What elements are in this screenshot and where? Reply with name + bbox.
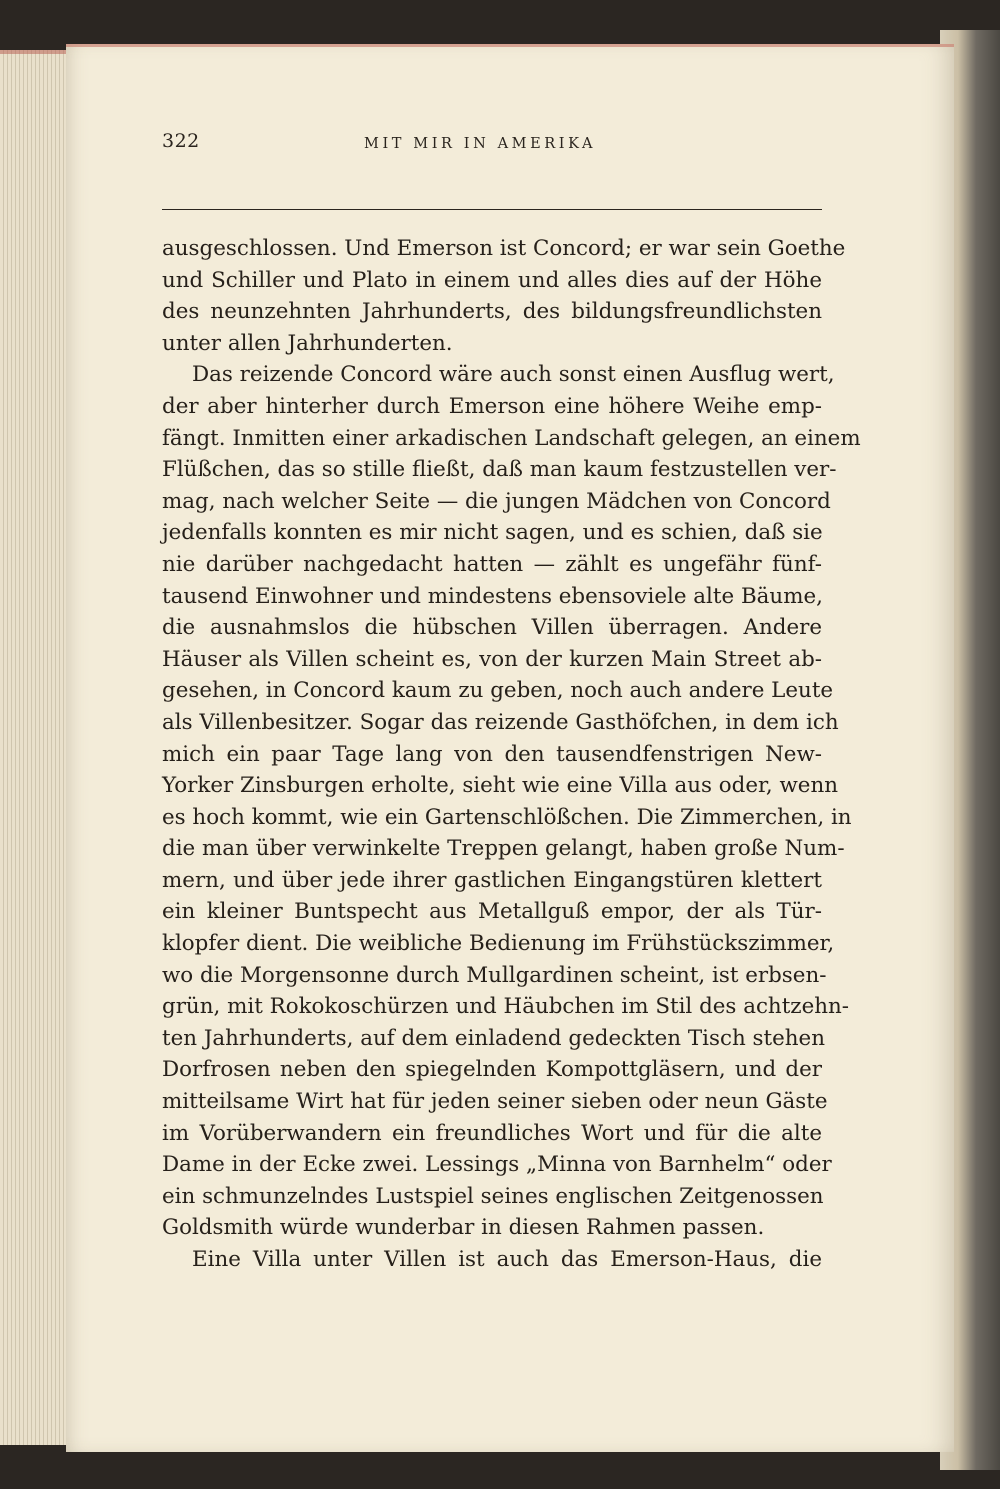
text-line: unter allen Jahrhunderten. — [162, 330, 453, 356]
text-line: mern, und über jede ihrer gastlichen Eingangstüren klettert — [162, 867, 822, 893]
text-line: Flüßchen, das so stille fließt, daß man kaum festzustellen ver- — [162, 457, 837, 483]
paragraph — [162, 1244, 822, 1276]
text-line: als Villenbesitzer. Sogar das reizende Gasthöfchen, in dem ich — [162, 709, 839, 735]
text-line: Häuser als Villen scheint es, von der kurzen Main Street ab- — [162, 646, 822, 672]
text-line: ein schmunzelndes Lustspiel seines englischen Zeitgenossen — [162, 1183, 824, 1209]
text-line: des neunzehnten Jahrhunderts, des bildungsfreundlichsten — [162, 299, 822, 325]
text-line: tausend Einwohner und mindestens ebensoviele alte Bäume, — [162, 583, 823, 609]
body-text — [162, 233, 861, 1276]
running-head — [162, 130, 822, 170]
text-line: jedenfalls konnten es mir nicht sagen, und es schien, daß sie — [162, 520, 823, 546]
text-line: mitteilsame Wirt hat für jeden seiner sieben oder neun Gäste — [162, 1089, 828, 1115]
text-line: Dorfrosen neben den spiegelnden Kompottgläsern, und der — [162, 1057, 822, 1083]
text-line: und Schiller und Plato in einem und alles dies auf der Höhe — [162, 267, 822, 293]
text-line: Yorker Zinsburgen erholte, sieht wie eine Villa aus oder, wenn — [162, 773, 838, 799]
text-line: fängt. Inmitten einer arkadischen Landschaft gelegen, an einem — [162, 425, 861, 451]
text-line: Goldsmith würde wunderbar in diesen Rahmen passen. — [162, 1215, 765, 1241]
text-line: mag, nach welcher Seite — die jungen Mädchen von Concord — [162, 488, 831, 514]
paragraph — [162, 233, 846, 359]
text-line: mich ein paar Tage lang von den tausendfenstrigen New- — [162, 741, 822, 767]
text-line: Eine Villa unter Villen ist auch das Emerson-Haus, die — [192, 1247, 822, 1272]
text-line: ausgeschlossen. Und Emerson ist Concord; er war sein Goethe — [162, 236, 846, 261]
text-line: klopfer dient. Die weibliche Bedienung im Frühstückszimmer, — [162, 931, 835, 957]
page-number: 322 — [162, 130, 200, 152]
text-line: ein kleiner Buntspecht aus Metallguß empor, der als Tür- — [162, 899, 822, 925]
text-line: nie darüber nachgedacht hatten — zählt es ungefähr fünf- — [162, 551, 822, 577]
running-head-title: MIT MIR IN AMERIKA — [364, 136, 597, 152]
paragraph — [162, 359, 861, 1244]
text-line: der aber hinterher durch Emerson eine höhere Weihe emp- — [162, 393, 822, 419]
text-line: es hoch kommt, wie ein Gartenschlößchen. Die Zimmerchen, in — [162, 804, 852, 830]
text-line: gesehen, in Concord kaum zu geben, noch auch andere Leute — [162, 678, 834, 704]
text-line: Das reizende Concord wäre auch sonst einen Ausflug wert, — [192, 362, 835, 388]
page-edges — [0, 50, 71, 1445]
text-line: Dame in der Ecke zwei. Lessings „Minna von Barnhelm“ oder — [162, 1152, 832, 1178]
text-line: im Vorüberwandern ein freundliches Wort und für die alte — [162, 1120, 822, 1146]
header-rule — [162, 209, 822, 210]
text-line: die man über verwinkelte Treppen gelangt, haben große Num- — [162, 836, 845, 862]
text-line: wo die Morgensonne durch Mullgardinen scheint, ist erbsen- — [162, 962, 827, 988]
text-line: die ausnahmslos die hübschen Villen überragen. Andere — [162, 615, 822, 641]
text-line: ten Jahrhunderts, auf dem einladend gedeckten Tisch stehen — [162, 1025, 825, 1051]
text-line: grün, mit Rokokoschürzen und Häubchen im Stil des achtzehn- — [162, 994, 850, 1020]
